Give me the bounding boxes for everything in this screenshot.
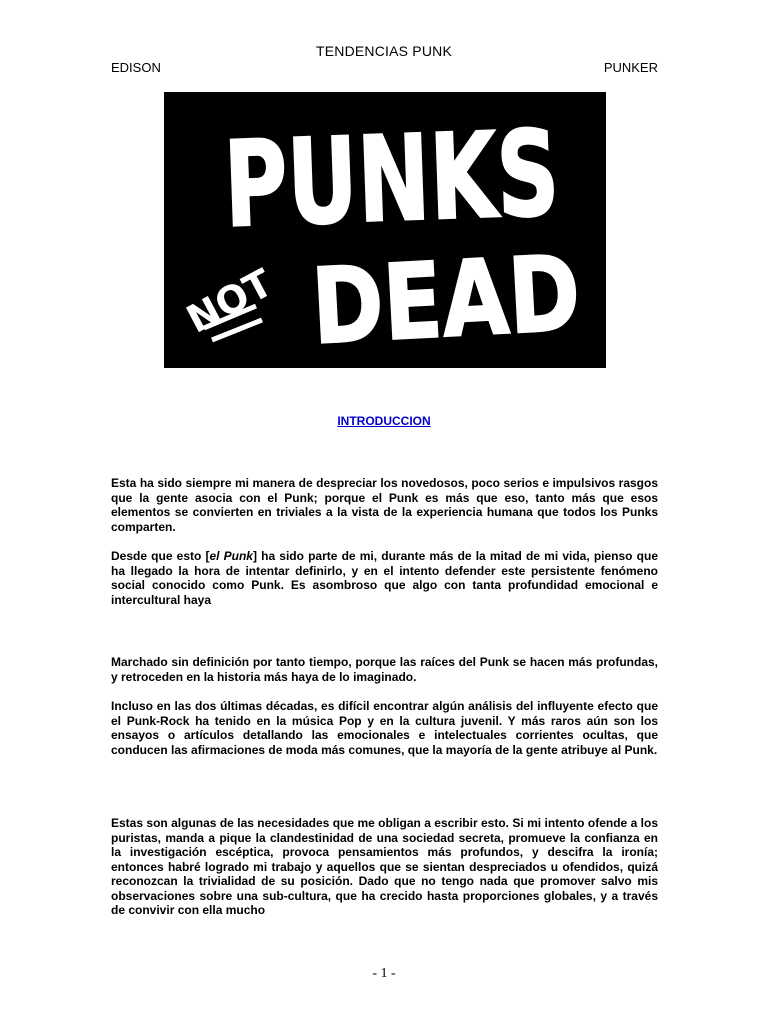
banner-text-not: NOT	[179, 260, 280, 342]
paragraph-2-start: Desde que esto [	[111, 549, 210, 563]
banner-graphic	[164, 92, 684, 368]
header-right-label: PUNKER	[603, 60, 658, 75]
paragraph-3: Marchado sin definición por tanto tiempo, porque las raíces del Punk se hacen más profundas, y retroceden en la historia más haya de lo imaginado.	[111, 655, 658, 684]
introduccion-link[interactable]: INTRODUCCION	[337, 414, 431, 428]
paragraph-2-italic: el Punk	[209, 549, 253, 563]
banner-text-punks: PUNKS	[221, 99, 684, 254]
paragraph-4: Incluso en las dos últimas décadas, es difícil encontrar algún análisis del influyente efecto que el Punk-Rock ha tenido en la música Pop y en la cultura juvenil. Y más raros aún son los ensayos o artículos detallando las emocionales e intelectuales corrientes ocultas, que conducen las afirmaciones de moda más comunes, que la mayoría de la gente atribuye al Punk.	[111, 699, 658, 757]
paragraph-1: Esta ha sido siempre mi manera de despreciar los novedosos, poco serios e impulsivos rasgos que la gente asocia con el Punk; porque el Punk es más que eso, tanto más que esos elementos se convierten en triviales a la vista de la experiencia humana que todos los Punks comparten.	[111, 476, 658, 534]
paragraph-2-rest: ] ha sido parte de mi, durante más de la mitad de mi vida, pienso que ha llegado la hora de intentar definirlo, y en el intento defender este persistente fenómeno social conocido como Punk. Es asombroso que algo con tanta profundidad emocional e intercultural haya	[111, 549, 658, 607]
document-title: TENDENCIAS PUNK	[315, 43, 453, 59]
banner-text-dead: DEAD	[308, 229, 640, 368]
page-number: - 1 -	[372, 966, 396, 981]
paragraph-2	[111, 549, 658, 607]
section-heading	[0, 414, 768, 428]
paragraph-5: Estas son algunas de las necesidades que me obligan a escribir esto. Si mi intento ofende a los puristas, manda a pique la clandestinidad de una sociedad secreta, promueve la confianza en la investigación escéptica, provoca pensamientos más profundos, y descifra la ironía; entonces habré logrado mi trabajo y aquellos que se sientan despreciados u ofendidos, quizá reconozcan la trivialidad de su posición. Dado que no tengo nada que promover salvo mis observaciones sobre una sub-cultura, que ha crecido hasta proporciones globales, y a través de convivir con ella mucho	[111, 816, 658, 917]
punks-not-dead-banner-image	[164, 92, 684, 368]
header-author: EDISON	[111, 60, 161, 75]
